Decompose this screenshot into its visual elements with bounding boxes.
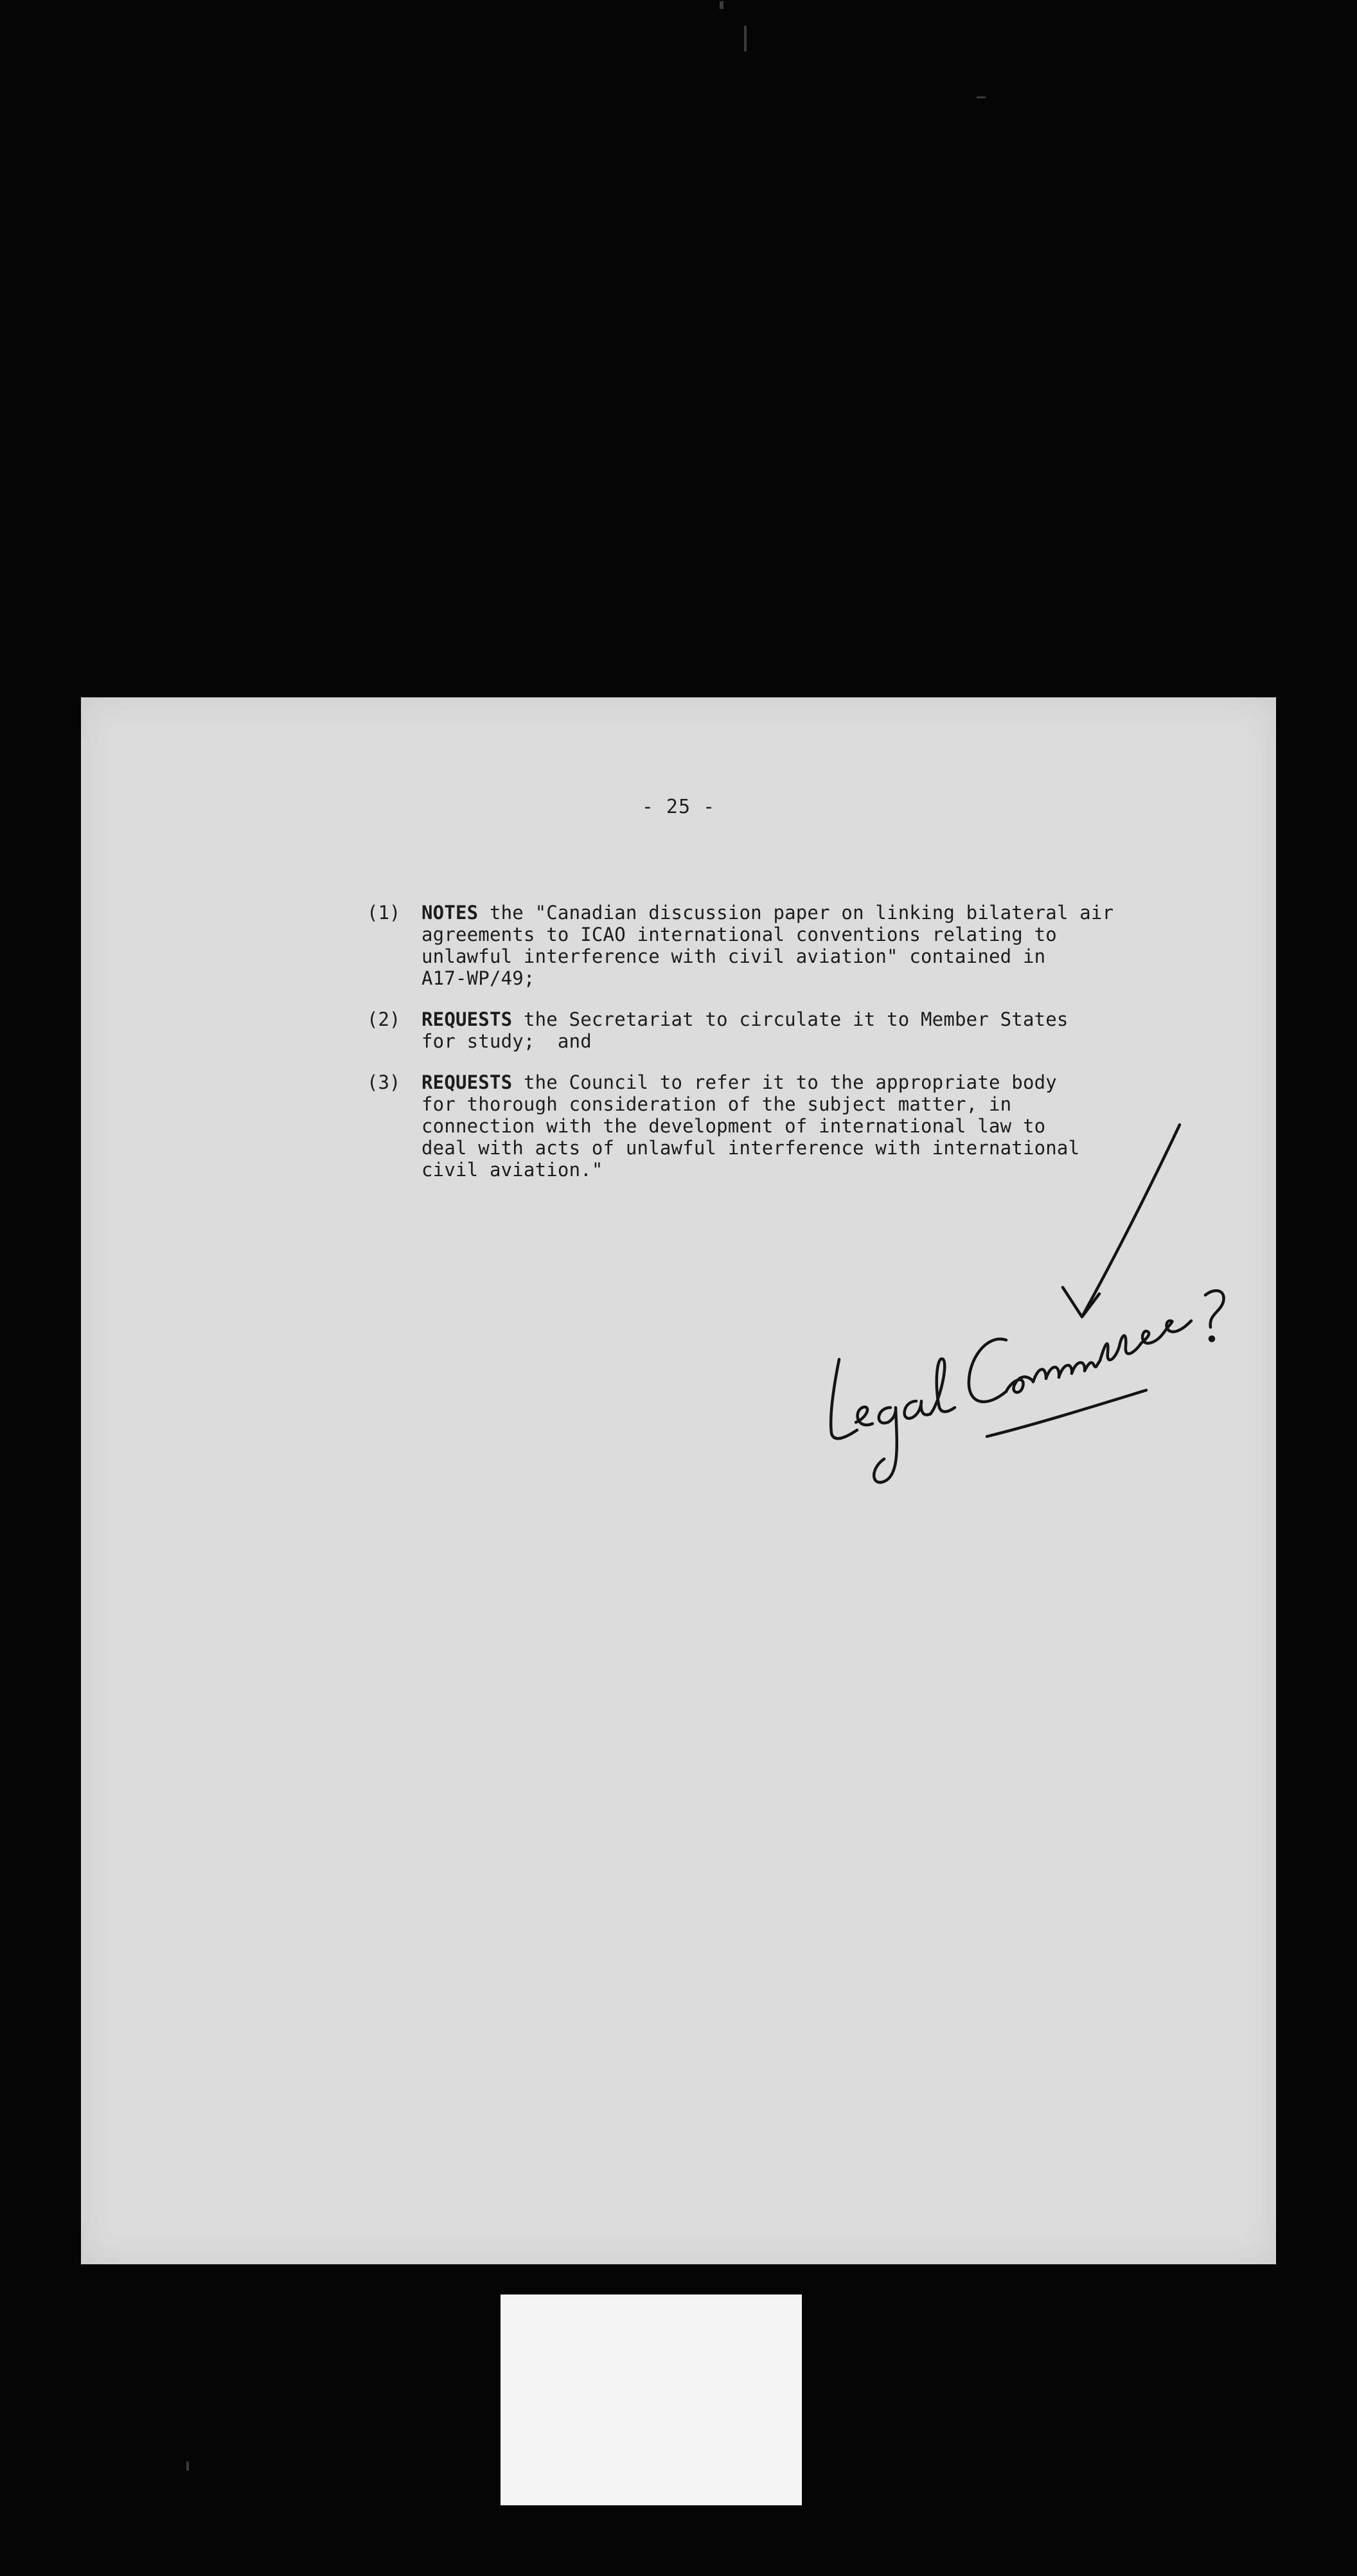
underline (987, 1390, 1146, 1436)
handwritten-annotation (794, 1083, 1231, 1494)
film-speck (720, 1, 723, 9)
clause-line: A17-WP/49; (421, 967, 535, 989)
clause-line: unlawful interference with civil aviation" contained in (421, 945, 1046, 967)
letter-L (831, 1359, 857, 1438)
clause-number: (3) (367, 1071, 401, 1093)
clause-line: agreements to ICAO international conventions relating to (421, 924, 1057, 945)
question-mark (1205, 1291, 1224, 1327)
clause-line-text: the "Canadian discussion paper on linking bilateral air (478, 902, 1114, 924)
film-speck (744, 26, 747, 51)
clause-text (421, 902, 1113, 989)
clause-verb: REQUESTS (421, 1071, 513, 1093)
clause-line: for study; and (421, 1030, 592, 1052)
clause-line: civil aviation." (421, 1159, 603, 1181)
clause-number: (1) (367, 902, 401, 924)
clause-text (421, 1008, 1069, 1052)
clause-verb: REQUESTS (421, 1008, 513, 1030)
clause-line: for thorough consideration of the subject matter, in (421, 1093, 1012, 1115)
letter-e (856, 1407, 873, 1425)
letter-C (969, 1339, 1006, 1402)
clause-line: connection with the development of international law to (421, 1115, 1046, 1137)
clause-2 (367, 1008, 1202, 1052)
document-page (81, 697, 1276, 2264)
question-dot (1210, 1337, 1214, 1341)
letter-ommittee (1006, 1321, 1191, 1392)
clause-line: deal with acts of unlawful interference with international (421, 1137, 1080, 1159)
clause-1 (367, 902, 1202, 989)
letter-l (930, 1359, 955, 1414)
arrow-line (1083, 1125, 1180, 1314)
clause-line (421, 1008, 1069, 1030)
clause-verb: NOTES (421, 902, 479, 924)
clause-line-text: the Council to refer it to the appropriate body (512, 1071, 1057, 1093)
film-speck (977, 96, 986, 98)
film-speck (186, 2462, 189, 2471)
letter-g (874, 1408, 897, 1482)
page-number: - 25 - (641, 796, 716, 818)
clause-number: (2) (367, 1008, 401, 1030)
arrow-head (1063, 1287, 1099, 1317)
index-slip (501, 2294, 802, 2505)
clause-line (421, 902, 1113, 924)
clause-line-text: the Secretariat to circulate it to Member States (512, 1008, 1069, 1030)
letter-a (905, 1401, 930, 1418)
